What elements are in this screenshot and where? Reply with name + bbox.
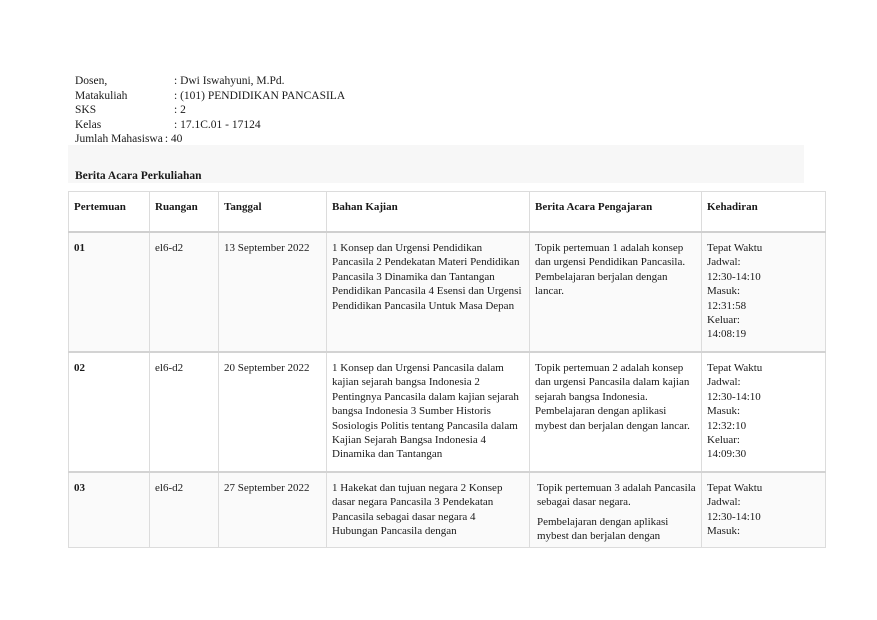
kehadiran-line: Tepat Waktu [707, 242, 763, 254]
info-value: : (101) PENDIDIKAN PANCASILA [174, 89, 346, 102]
kehadiran-line: Jadwal: [707, 376, 741, 389]
info-label: SKS [75, 104, 97, 117]
cell-berita-acara [530, 352, 702, 472]
bap-paragraph: Topik pertemuan 2 adalah konsep dan urgensi Pancasila dalam kajian sejarah bangsa Indonesia. [535, 362, 690, 403]
cell-pertemuan: 03 [69, 472, 150, 548]
cell-kehadiran [702, 232, 826, 352]
info-label: Dosen, [75, 75, 108, 87]
cell-ruangan: el6-d2 [150, 352, 219, 472]
info-value: : 17.1C.01 - 17124 [174, 118, 261, 131]
cell-bahan-kajian: 1 Konsep dan Urgensi Pendidikan Pancasila 2 Pendekatan Materi Pendidikan Pancasila 3 Dinamika dan Tantangan Pendidikan Pancasila 4 Esensi dan Urgensi Pendidikan Pancasila Untuk Masa Depan [327, 232, 530, 352]
course-info [75, 74, 345, 147]
cell-berita-acara [530, 232, 702, 352]
cell-kehadiran [702, 472, 826, 548]
info-value: : 2 [174, 104, 186, 117]
bap-paragraph: Topik pertemuan 3 adalah Pancasila sebagai dasar negara. [537, 482, 696, 509]
kehadiran-line: Tepat Waktu [707, 482, 763, 494]
info-row-kelas [75, 118, 345, 133]
bap-paragraph: Pembelajaran dengan aplikasi mybest dan berjalan dengan lancar. [535, 405, 690, 432]
table-row [69, 232, 826, 352]
column-header-bahan-kajian: Bahan Kajian [327, 192, 530, 233]
info-row-dosen [75, 74, 345, 89]
cell-bahan-kajian: 1 Konsep dan Urgensi Pancasila dalam kajian sejarah bangsa Indonesia 2 Pentingnya Pancasila dalam kajian sejarah bangsa Indonesia 3 Sumber Historis Sosiologis Politis tentang Pancasila dalam Kajian Sejarah Bangsa Indonesia 4 Dinamika dan Tantangan [327, 352, 530, 472]
kehadiran-line: Masuk: [707, 405, 740, 418]
info-label: Matakuliah [75, 89, 128, 102]
cell-pertemuan: 01 [69, 232, 150, 352]
kehadiran-line: Jadwal: [707, 496, 741, 509]
table-row [69, 472, 826, 548]
column-header-tanggal: Tanggal [219, 192, 327, 233]
kehadiran-line: Masuk: [707, 285, 740, 298]
cell-kehadiran [702, 352, 826, 472]
bap-paragraph: Pembelajaran dengan aplikasi mybest dan berjalan dengan [537, 515, 669, 543]
info-row-matakuliah [75, 89, 345, 104]
kehadiran-line: 14:08:19 [707, 328, 747, 341]
kehadiran-line: Masuk: [707, 525, 740, 538]
info-label: Kelas [75, 118, 102, 131]
kehadiran-line: Keluar: [707, 314, 740, 327]
cell-tanggal: 20 September 2022 [219, 352, 327, 472]
cell-tanggal: 13 September 2022 [219, 232, 327, 352]
info-value: : 40 [164, 133, 183, 146]
kehadiran-line: 12:32:10 [707, 419, 747, 432]
column-header-ruangan: Ruangan [150, 192, 219, 233]
info-row-sks [75, 103, 345, 118]
cell-berita-acara [530, 472, 702, 548]
lecture-report-table [68, 191, 826, 548]
section-title: Berita Acara Perkuliahan [75, 170, 202, 182]
kehadiran-line: 12:30-14:10 [707, 270, 761, 283]
kehadiran-line: 12:30-14:10 [707, 510, 761, 523]
kehadiran-line: Tepat Waktu [707, 362, 763, 374]
cell-tanggal: 27 September 2022 [219, 472, 327, 548]
info-value: : Dwi Iswahyuni, M.Pd. [174, 75, 285, 87]
column-header-berita-acara: Berita Acara Pengajaran [530, 192, 702, 233]
kehadiran-line: 14:09:30 [707, 448, 747, 461]
kehadiran-line: 12:30-14:10 [707, 390, 761, 403]
bap-paragraph: Pembelajaran berjalan dengan lancar. [535, 270, 668, 298]
kehadiran-line: Keluar: [707, 434, 740, 447]
cell-bahan-kajian: 1 Hakekat dan tujuan negara 2 Konsep dasar negara Pancasila 3 Pendekatan Pancasila sebagai dasar negara 4 Hubungan Pancasila dengan [327, 472, 530, 548]
cell-ruangan: el6-d2 [150, 472, 219, 548]
info-label: Jumlah Mahasiswa [75, 133, 163, 146]
column-header-kehadiran: Kehadiran [702, 192, 826, 233]
table-row [69, 352, 826, 472]
cell-pertemuan: 02 [69, 352, 150, 472]
cell-ruangan: el6-d2 [150, 232, 219, 352]
kehadiran-line: Jadwal: [707, 256, 741, 269]
table-header-row [69, 192, 826, 233]
column-header-pertemuan: Pertemuan [69, 192, 150, 233]
bap-paragraph: Topik pertemuan 1 adalah konsep dan urgensi Pendidikan Pancasila. [535, 242, 686, 269]
kehadiran-line: 12:31:58 [707, 299, 747, 312]
